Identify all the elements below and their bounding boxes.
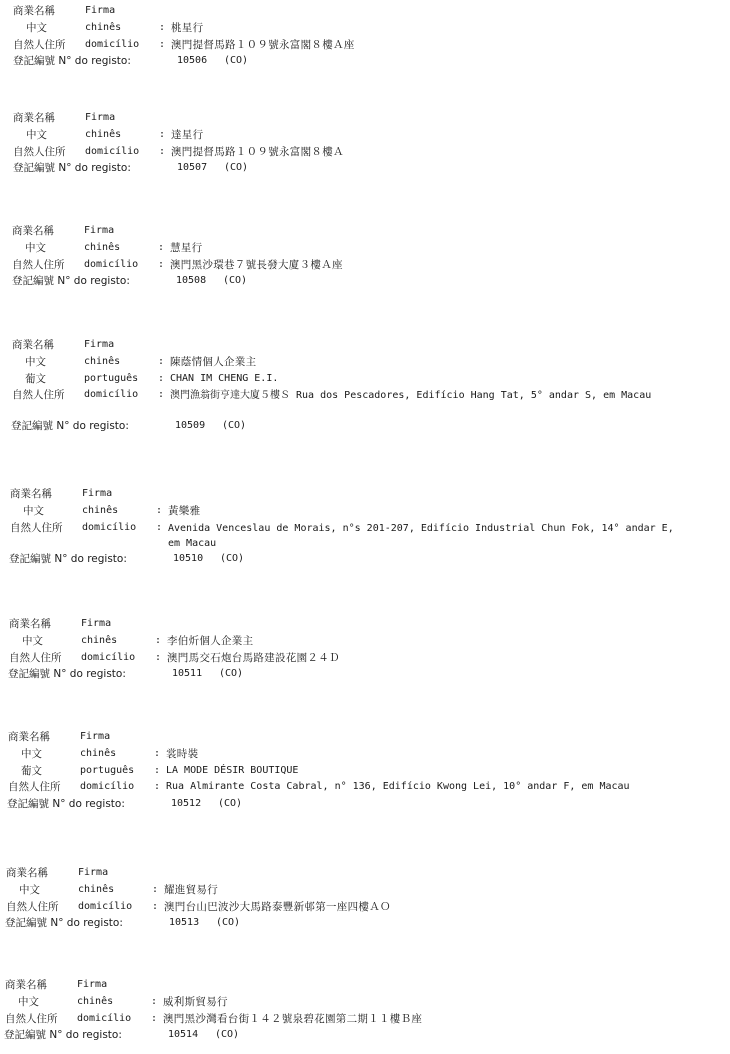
domicile-value: Avenida Venceslau de Morais, n°s 201-207, Edifício Industrial Chun Fok, 14° andar E, em Macau [168,522,674,549]
registry-number: 10510 [173,552,204,564]
chinese-label-cn: 中文 [26,128,47,141]
firm-label-pt: Firma [80,731,111,742]
domicile-row [0,899,730,916]
registry-label: 登記編號 N° do registo: [5,917,123,930]
registry-entry [0,616,730,683]
firm-label-pt: Firma [82,488,113,499]
chinese-label-pt: chinês [80,747,117,759]
registry-row [0,53,730,70]
chinese-label-cn: 中文 [25,241,46,254]
colon: : [159,38,166,50]
domicile-row [0,520,730,551]
firm-row [0,486,730,503]
domicile-label-cn: 自然人住所 [13,38,66,51]
chinese-name-value: 達星行 [171,128,204,141]
chinese-label-pt: chinês [78,883,115,895]
portuguese-label-pt: português [80,764,135,776]
chinese-name-row [0,633,730,650]
colon: : [158,372,165,384]
colon: : [158,258,165,270]
firm-row [0,3,730,20]
firm-label-pt: Firma [84,339,115,350]
chinese-label-pt: chinês [85,128,122,140]
domicile-row [0,144,730,161]
domicile-label-cn: 自然人住所 [9,651,62,664]
domicile-value: 澳門漁翁街亨達大廈５樓Ｓ Rua dos Pescadores, Edifício Hang Tat, 5° andar S, em Macau [170,390,652,402]
colon: : [159,128,166,140]
chinese-name-value: 威利斯貿易行 [163,995,228,1008]
colon: : [159,21,166,33]
registry-entry [0,729,730,813]
registry-entry [0,337,730,435]
chinese-label-pt: chinês [81,634,118,646]
chinese-name-row [0,503,730,520]
registry-entry [0,865,730,932]
domicile-row [0,257,730,274]
chinese-name-value: 陳蔭情個人企業主 [170,355,257,368]
registry-label: 登記編號 N° do registo: [13,162,131,175]
registry-type: (CO) [224,55,249,67]
chinese-label-pt: chinês [84,355,121,367]
registry-number: 10511 [172,668,203,680]
chinese-label-pt: chinês [84,241,121,253]
registry-type: (CO) [215,1029,240,1041]
domicile-value: 澳門提督馬路１０９號永富閣８樓Ａ [171,145,344,158]
chinese-name-row [0,994,730,1011]
colon: : [156,521,163,533]
chinese-label-pt: chinês [82,504,119,516]
domicile-label-pt: domicílio [84,258,139,270]
domicile-label-pt: domicílio [80,781,135,793]
chinese-label-cn: 中文 [21,747,42,760]
registry-row [0,796,730,813]
domicile-label-pt: domicílio [85,145,140,157]
registry-label: 登記編號 N° do registo: [13,55,131,68]
registry-label: 登記編號 N° do registo: [9,552,127,565]
registry-label: 登記編號 N° do registo: [4,1029,122,1042]
firm-label-pt: Firma [84,225,115,236]
domicile-label-cn: 自然人住所 [12,389,65,402]
colon: : [154,781,161,793]
firm-label-cn: 商業名稱 [9,618,51,630]
firm-label-cn: 商業名稱 [6,867,48,879]
registry-entry [0,486,730,567]
colon: : [159,145,166,157]
registry-type: (CO) [223,275,248,287]
registry-type: (CO) [219,668,244,680]
domicile-row [0,650,730,667]
registry-number: 10513 [169,917,200,929]
registry-number: 10507 [177,162,208,174]
firm-row [0,865,730,882]
firm-label-cn: 商業名稱 [8,731,50,743]
colon: : [154,747,161,759]
registry-entry [0,977,730,1044]
registry-number: 10514 [168,1029,199,1041]
colon: : [154,764,161,776]
registry-label: 登記編號 N° do registo: [7,798,125,811]
firm-label-cn: 商業名稱 [10,488,52,500]
firm-label-pt: Firma [81,618,112,629]
firm-label-pt: Firma [85,5,116,16]
domicile-row [0,37,730,54]
domicile-row [0,779,730,796]
chinese-name-row [0,240,730,257]
domicile-label-cn: 自然人住所 [13,145,66,158]
chinese-name-row [0,882,730,899]
registry-entry [0,223,730,290]
domicile-value: 澳門馬交石炮台馬路建設花園２４Ｄ [167,651,340,664]
chinese-name-value: 桃星行 [171,21,204,34]
domicile-label-cn: 自然人住所 [6,900,59,913]
chinese-label-pt: chinês [77,995,114,1007]
domicile-label-cn: 自然人住所 [10,521,63,534]
firm-label-cn: 商業名稱 [13,5,55,17]
firm-label-pt: Firma [85,112,116,123]
firm-row [0,977,730,994]
domicile-value: 澳門提督馬路１０９號永富閣８樓Ａ座 [171,38,355,51]
portuguese-label-pt: português [84,372,139,384]
registry-type: (CO) [224,162,249,174]
domicile-row [0,387,730,418]
registry-row [0,666,730,683]
firm-row [0,110,730,127]
firm-label-pt: Firma [78,867,109,878]
domicile-value: 澳門黑沙環巷７號長發大廈３樓Ａ座 [170,258,343,271]
chinese-name-value: 裳時裝 [166,747,199,760]
chinese-name-row [0,20,730,37]
colon: : [158,355,165,367]
portuguese-name-row [0,371,730,388]
registry-row [0,1027,730,1044]
portuguese-name-row [0,763,730,780]
domicile-value: Rua Almirante Costa Cabral, n° 136, Edifício Kwong Lei, 10° andar F, em Macau [166,781,630,793]
domicile-label-pt: domicílio [77,1012,132,1024]
domicile-label-pt: domicílio [85,38,140,50]
firm-label-cn: 商業名稱 [5,979,47,991]
chinese-label-cn: 中文 [23,504,44,517]
colon: : [155,634,162,646]
domicile-label-pt: domicílio [82,521,137,533]
domicile-row [0,1011,730,1028]
firm-row [0,616,730,633]
chinese-name-value: 慧星行 [170,241,203,254]
chinese-name-value: 黃樂雅 [168,504,201,517]
chinese-name-row [0,127,730,144]
colon: : [158,389,165,401]
firm-row [0,729,730,746]
colon: : [158,241,165,253]
registry-type: (CO) [218,798,243,810]
registry-row [0,915,730,932]
registry-entry [0,110,730,177]
firm-row [0,223,730,240]
colon: : [152,883,159,895]
registry-row [0,160,730,177]
portuguese-name-value: LA MODE DÉSIR BOUTIQUE [166,764,299,776]
registry-row [0,418,730,435]
portuguese-label-cn: 葡文 [25,372,46,385]
firm-label-pt: Firma [77,979,108,990]
colon: : [151,1012,158,1024]
chinese-label-cn: 中文 [22,634,43,647]
registry-number: 10512 [171,798,202,810]
portuguese-name-value: CHAN IM CHENG E.I. [170,372,279,384]
chinese-name-value: 李伯炘個人企業主 [167,634,254,647]
colon: : [156,504,163,516]
registry-label: 登記編號 N° do registo: [8,668,126,681]
chinese-name-row [0,746,730,763]
domicile-label-cn: 自然人住所 [5,1012,58,1025]
firm-row [0,337,730,354]
chinese-name-value: 耀進貿易行 [164,883,218,896]
domicile-label-pt: domicílio [84,389,139,401]
domicile-value: 澳門黑沙灣看台街１４２號泉碧花園第二期１１樓Ｂ座 [163,1012,423,1025]
registry-entry [0,3,730,70]
chinese-name-row [0,354,730,371]
firm-label-cn: 商業名稱 [12,225,54,237]
domicile-label-cn: 自然人住所 [8,781,61,794]
registry-type: (CO) [216,917,241,929]
domicile-label-cn: 自然人住所 [12,258,65,271]
firm-label-cn: 商業名稱 [12,339,54,351]
chinese-label-pt: chinês [85,21,122,33]
registry-label: 登記編號 N° do registo: [12,275,130,288]
firm-label-cn: 商業名稱 [13,112,55,124]
registry-row [0,551,730,568]
registry-label: 登記編號 N° do registo: [11,420,129,433]
domicile-value: 澳門台山巴波沙大馬路泰豐新邨第一座四樓ＡＯ [164,900,391,913]
colon: : [151,995,158,1007]
domicile-label-pt: domicílio [81,651,136,663]
registry-number: 10509 [175,420,206,432]
registry-number: 10506 [177,55,208,67]
colon: : [152,900,159,912]
registry-type: (CO) [220,552,245,564]
colon: : [155,651,162,663]
chinese-label-cn: 中文 [19,883,40,896]
portuguese-label-cn: 葡文 [21,764,42,777]
registry-type: (CO) [222,420,247,432]
registry-number: 10508 [176,275,207,287]
domicile-label-pt: domicílio [78,900,133,912]
registry-row [0,273,730,290]
chinese-label-cn: 中文 [18,995,39,1008]
chinese-label-cn: 中文 [26,21,47,34]
chinese-label-cn: 中文 [25,355,46,368]
